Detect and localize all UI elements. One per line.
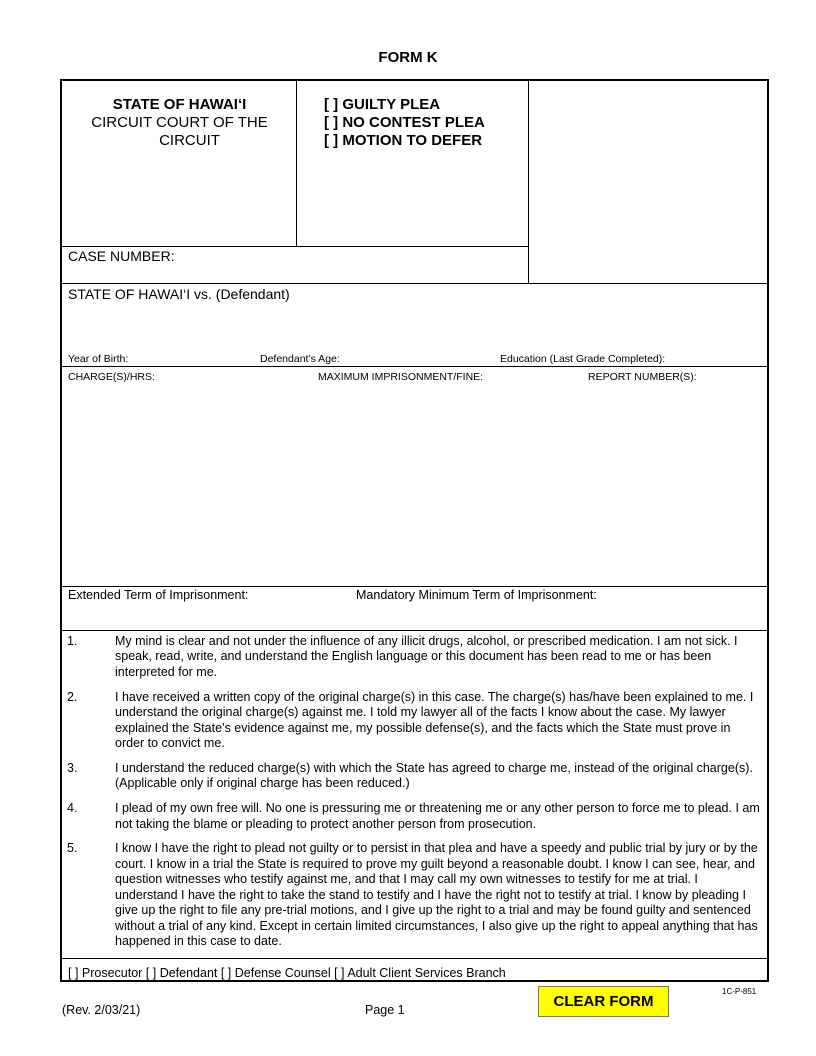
list-item xyxy=(60,690,769,752)
divider xyxy=(61,366,768,367)
mandatory-minimum-label: Mandatory Minimum Term of Imprisonment: xyxy=(356,588,597,602)
item-number: 5. xyxy=(67,841,78,856)
list-item xyxy=(60,801,769,832)
clear-form-button[interactable]: CLEAR FORM xyxy=(538,986,669,1017)
revision-date: (Rev. 2/03/21) xyxy=(62,1003,141,1017)
item-number: 1. xyxy=(67,634,78,648)
divider xyxy=(61,630,768,631)
court-name: CIRCUIT COURT OF THE xyxy=(91,114,268,131)
motion-to-defer-checkbox[interactable]: [ ] MOTION TO DEFER xyxy=(324,132,483,149)
item-text: I have received a written copy of the original charge(s) in this case. The charge(s) has/have been explained to me. I understand the original charge(s) against me. I told my lawyer all of the facts I know about the case. My lawyer explained the State’s evidence against me, my possible defense(s), and the facts which the State must prove in order to convict me. xyxy=(115,689,754,750)
statement-list xyxy=(60,634,769,959)
court-circuit: CIRCUIT xyxy=(159,132,220,149)
case-number-label: CASE NUMBER: xyxy=(68,248,175,264)
education-label: Education (Last Grade Completed): xyxy=(500,353,666,365)
caption-label: STATE OF HAWAI‘I vs. (Defendant) xyxy=(68,286,290,302)
item-text: I understand the reduced charge(s) with which the State has agreed to charge me, instead of the original charge(s). (Applicable only if original charge has been reduced.) xyxy=(115,760,753,791)
list-item xyxy=(60,634,769,680)
item-number: 3. xyxy=(67,760,78,775)
divider xyxy=(528,80,529,283)
year-of-birth-label: Year of Birth: xyxy=(68,353,129,365)
divider xyxy=(61,246,529,247)
max-imprisonment-label: MAXIMUM IMPRISONMENT/FINE: xyxy=(318,371,484,383)
item-number: 2. xyxy=(67,689,78,704)
list-item xyxy=(60,841,769,949)
item-number: 4. xyxy=(67,801,78,816)
page-number: Page 1 xyxy=(365,1003,405,1017)
list-item xyxy=(60,761,769,792)
report-number-label: REPORT NUMBER(S): xyxy=(588,371,697,383)
court-heading xyxy=(62,96,297,150)
defendant-age-label: Defendant’s Age: xyxy=(260,353,340,365)
divider xyxy=(61,283,768,284)
item-text: I know I have the right to plead not guilty or to persist in that plea and have a speedy and public trial by jury or by the court. I know in a trial the State is required to prove my guilt beyond a reasonable doubt. I know I can see, hear, and question witnesses who testify against me, and that I may call my own witnesses to testify for me at trial. I understand I have the right to take the stand to testify and I have the right not to testify at trial. I know by pleading I give up the right to file any pre-trial motions, and I give up the right to a trial and may be found guilty and sentenced without a trial of any kind. Except in certain limited circumstances, I also give up the right to appeal anything that has happened in this case to date. xyxy=(115,841,758,948)
guilty-plea-checkbox[interactable]: [ ] GUILTY PLEA xyxy=(324,96,441,113)
extended-term-label: Extended Term of Imprisonment: xyxy=(68,588,249,602)
distribution-checkboxes[interactable]: [ ] Prosecutor [ ] Defendant [ ] Defense Counsel [ ] Adult Client Services Branch xyxy=(68,966,506,980)
plea-options xyxy=(324,96,485,150)
state-name: STATE OF HAWAI‘I xyxy=(112,96,247,113)
no-contest-plea-checkbox[interactable]: [ ] NO CONTEST PLEA xyxy=(324,114,485,131)
item-text: I plead of my own free will. No one is pressuring me or threatening me or any other person to force me to plead. I am not taking the blame or pleading to protect another person from prosecution. xyxy=(115,801,760,831)
divider xyxy=(61,586,768,587)
charges-label: CHARGE(S)/HRS: xyxy=(68,371,155,383)
form-title: FORM K xyxy=(378,49,438,66)
form-number: 1C-P-851 xyxy=(722,987,757,996)
item-text: My mind is clear and not under the influence of any illicit drugs, alcohol, or prescribed medication. I am not sick. I speak, read, write, and understand the English language or this document has been read to me or has been interpreted for me. xyxy=(115,634,738,679)
